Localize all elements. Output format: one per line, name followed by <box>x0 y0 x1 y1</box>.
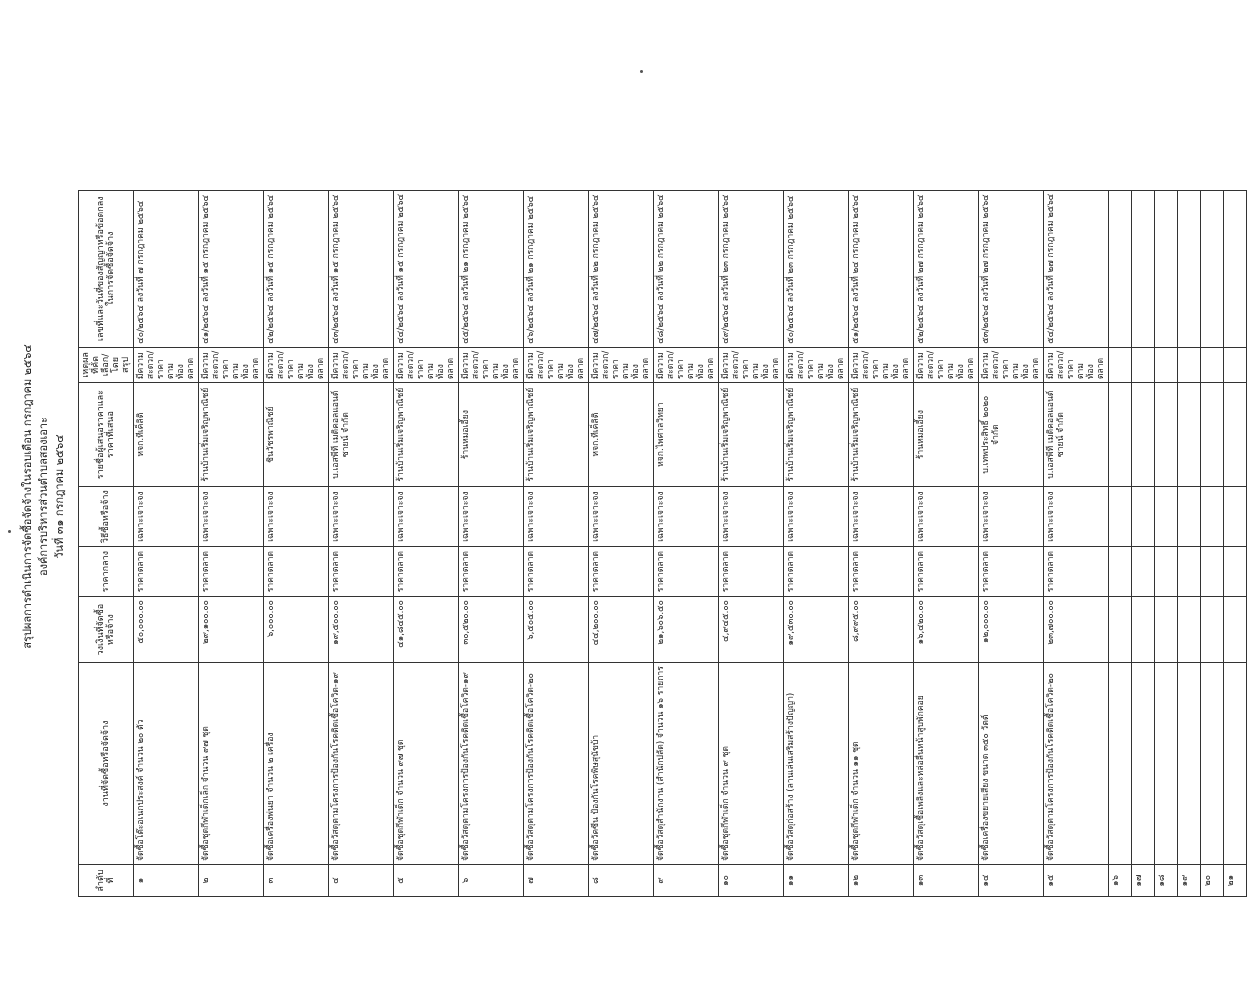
empty-cell <box>1224 383 1247 487</box>
empty-cell <box>1132 597 1155 663</box>
row-budget: ๓๐,๕๒๐.๐๐ <box>459 597 524 663</box>
row-contract: ๔๘/๒๕๖๔ ลงวันที่ ๒๒ กรกฎาคม ๒๕๖๔ <box>654 190 719 347</box>
row-bidders: ร้านหมอเอี้ยง <box>459 383 524 487</box>
row-median-price: ราคาตลาด <box>329 547 394 597</box>
row-contract: ๔๙/๒๕๖๔ ลงวันที่ ๒๓ กรกฎาคม ๒๕๖๔ <box>719 190 784 347</box>
empty-cell <box>1155 547 1178 597</box>
row-contract: ๕๔/๒๕๖๔ ลงวันที่ ๒๗ กรกฎาคม ๒๕๖๔ <box>1044 190 1109 347</box>
row-method: เฉพาะเจาะจง <box>329 487 394 547</box>
row-bidders: ร้านหมอเอี้ยง <box>914 383 979 487</box>
row-item: จัดซื้อวัสดุตามโครงการป้องกันโรคติดเชื้อโควิด-๑๙ <box>459 663 524 865</box>
empty-cell <box>1132 383 1155 487</box>
row-number: ๑๐ <box>719 865 784 897</box>
empty-cell <box>1155 487 1178 547</box>
header-contract: เลขที่และวันที่ของสัญญาหรือข้อตกลงในการจัดซื้อจัดจ้าง <box>79 190 134 347</box>
empty-cell <box>1155 663 1178 865</box>
empty-cell <box>1201 547 1224 597</box>
row-median-price: ราคาตลาด <box>784 547 849 597</box>
row-reason: มีความสะดวก/ราคาตามท้องตลาด <box>524 347 589 382</box>
row-reason: มีความสะดวก/ราคาตามท้องตลาด <box>134 347 199 382</box>
row-method: เฉพาะเจาะจง <box>459 487 524 547</box>
row-reason: มีความสะดวก/ราคาตามท้องตลาด <box>199 347 264 382</box>
row-reason: มีความสะดวก/ราคาตามท้องตลาด <box>264 347 329 382</box>
row-reason: มีความสะดวก/ราคาตามท้องตลาด <box>1044 347 1109 382</box>
header-method: วิธีซื้อหรือจ้าง <box>79 487 134 547</box>
row-item: จัดซื้อชุดกีฬาเด็กเล็ก จำนวน ๙๗ ชุด <box>199 663 264 865</box>
row-item: จัดซื้อชุดกีฬาเด็ก จำนวน ๙ ชุด <box>719 663 784 865</box>
empty-cell <box>1178 383 1201 487</box>
row-number: ๑ <box>134 865 199 897</box>
table-row <box>979 40 1044 896</box>
row-reason: มีความสะดวก/ราคาตามท้องตลาด <box>654 347 719 382</box>
row-reason: มีความสะดวก/ราคาตามท้องตลาด <box>329 347 394 382</box>
row-bidders: หจก.ไพศาลวิทยา <box>654 383 719 487</box>
row-median-price: ราคาตลาด <box>914 547 979 597</box>
empty-cell <box>1109 663 1132 865</box>
row-budget: ๔,๙๔๕.๐๐ <box>719 597 784 663</box>
empty-cell <box>1178 547 1201 597</box>
scan-speck <box>8 530 11 533</box>
row-contract: ๕๒/๒๕๖๔ ลงวันที่ ๒๗ กรกฎาคม ๒๕๖๔ <box>914 190 979 347</box>
row-budget: ๔๑,๘๔๕.๐๐ <box>394 597 459 663</box>
empty-cell <box>1224 190 1247 347</box>
row-item: จัดซื้อวัสดุก่อสร้าง (ลานเล่นเสริมสร้างปัญญา) <box>784 663 849 865</box>
header-budget: วงเงินที่จัดซื้อหรือจ้าง <box>79 597 134 663</box>
row-method: เฉพาะเจาะจง <box>589 487 654 547</box>
row-number: ๓ <box>264 865 329 897</box>
row-item: จัดซื้อโต๊ะอเนกประสงค์ จำนวน ๒๐ ตัว <box>134 663 199 865</box>
row-median-price: ราคาตลาด <box>719 547 784 597</box>
row-number: ๑๔ <box>979 865 1044 897</box>
row-contract: ๔๗/๒๕๖๔ ลงวันที่ ๒๒ กรกฎาคม ๒๕๖๔ <box>589 190 654 347</box>
row-median-price: ราคาตลาด <box>979 547 1044 597</box>
row-contract: ๔๕/๒๕๖๔ ลงวันที่ ๒๑ กรกฎาคม ๒๕๖๔ <box>459 190 524 347</box>
row-number: ๑๒ <box>849 865 914 897</box>
row-reason: มีความสะดวก/ราคาตามท้องตลาด <box>914 347 979 382</box>
row-budget: ๑๙,๕๓๐.๐๐ <box>784 597 849 663</box>
header-no: ลำดับที่ <box>79 865 134 897</box>
document-date: วันที่ ๓๑ กรกฎาคม ๒๕๖๔ <box>53 434 66 559</box>
table-body <box>134 40 1247 896</box>
empty-cell <box>1201 487 1224 547</box>
empty-cell <box>1132 347 1155 382</box>
row-budget: ๑๙,๕๐๐.๐๐ <box>329 597 394 663</box>
row-number: ๘ <box>589 865 654 897</box>
header-item: งานที่จัดซื้อหรือจัดจ้าง <box>79 663 134 865</box>
empty-cell <box>1155 383 1178 487</box>
table-row <box>524 40 589 896</box>
row-median-price: ราคาตลาด <box>264 547 329 597</box>
row-number: ๒๑ <box>1224 865 1247 897</box>
table-row-empty <box>1155 40 1178 896</box>
row-budget: ๔๔,๒๐๐.๐๐ <box>589 597 654 663</box>
table-row <box>1044 40 1109 896</box>
empty-cell <box>1132 663 1155 865</box>
row-reason: มีความสะดวก/ราคาตามท้องตลาด <box>849 347 914 382</box>
row-item: จัดซื้อเครื่องขยายเสียง ขนาด ๓๕๐ วัตต์ <box>979 663 1044 865</box>
table-row <box>719 40 784 896</box>
row-bidders: ชินวัชรพาณิชย์ <box>264 383 329 487</box>
row-median-price: ราคาตลาด <box>524 547 589 597</box>
row-bidders: บ.เอสพีที เมดิคอลแอนด์ซายน์ จำกัด <box>329 383 394 487</box>
empty-cell <box>1224 597 1247 663</box>
row-contract: ๔๒/๒๕๖๔ ลงวันที่ ๑๕ กรกฎาคม ๒๕๖๔ <box>264 190 329 347</box>
row-contract: ๕๑/๒๕๖๔ ลงวันที่ ๒๔ กรกฎาคม ๒๕๖๔ <box>849 190 914 347</box>
empty-cell <box>1109 547 1132 597</box>
row-item: จัดซื้อวัสดุตามโครงการป้องกันโรคติดเชื้อโควิด-๒๐ <box>524 663 589 865</box>
row-median-price: ราคาตลาด <box>589 547 654 597</box>
header-median-price: ราคากลาง <box>79 547 134 597</box>
row-item: จัดซื้อวัสดุสำนักงาน (สำนักปลัด) จำนวน ๑๖ รายการ <box>654 663 719 865</box>
row-number: ๑๖ <box>1109 865 1132 897</box>
row-contract: ๕๐/๒๕๖๔ ลงวันที่ ๒๓ กรกฎาคม ๒๕๖๔ <box>784 190 849 347</box>
row-item: จัดซื้อวัสดุตามโครงการป้องกันโรคติดเชื้อโควิด-๒๐ <box>1044 663 1109 865</box>
empty-cell <box>1109 347 1132 382</box>
empty-cell <box>1224 547 1247 597</box>
row-bidders: หจก.ทีเค็ลิติ <box>589 383 654 487</box>
row-item: จัดซื้อชุดกีฬาเด็ก จำนวน ๑๑ ชุด <box>849 663 914 865</box>
row-contract: ๕๓/๒๕๖๔ ลงวันที่ ๒๗ กรกฎาคม ๒๕๖๔ <box>979 190 1044 347</box>
empty-cell <box>1178 190 1201 347</box>
row-budget: ๒๙,๑๐๐.๐๐ <box>199 597 264 663</box>
row-item: จัดซื้อวัสดุตามโครงการป้องกันโรคติดเชื้อโควิด-๑๙ <box>329 663 394 865</box>
empty-cell <box>1201 347 1224 382</box>
row-method: เฉพาะเจาะจง <box>394 487 459 547</box>
table-row <box>784 40 849 896</box>
empty-cell <box>1178 597 1201 663</box>
row-budget: ๑๒,๐๐๐.๐๐ <box>979 597 1044 663</box>
row-median-price: ราคาตลาด <box>654 547 719 597</box>
row-method: เฉพาะเจาะจง <box>849 487 914 547</box>
table-row <box>849 40 914 896</box>
row-reason: มีความสะดวก/ราคาตามท้องตลาด <box>979 347 1044 382</box>
table-row <box>329 40 394 896</box>
row-bidders: ร้านบ้านเริ่มเจริญพาณิชย์ <box>394 383 459 487</box>
empty-cell <box>1201 383 1224 487</box>
row-reason: มีความสะดวก/ราคาตามท้องตลาด <box>719 347 784 382</box>
row-contract: ๔๐/๒๕๖๔ ลงวันที่ ๗ กรกฎาคม ๒๕๖๔ <box>134 190 199 347</box>
row-number: ๑๙ <box>1178 865 1201 897</box>
empty-cell <box>1132 487 1155 547</box>
row-bidders: ร้านบ้านเริ่มเจริญพาณิชย์ <box>784 383 849 487</box>
scan-speck <box>640 70 643 73</box>
table-row <box>134 40 199 896</box>
row-item: จัดซื้อวัสดุเชื้อเพลิงและหล่อลื่นหน้าสูบพักคอย <box>914 663 979 865</box>
row-median-price: ราคาตลาด <box>849 547 914 597</box>
empty-cell <box>1224 487 1247 547</box>
table-row <box>589 40 654 896</box>
row-method: เฉพาะเจาะจง <box>914 487 979 547</box>
row-contract: ๔๓/๒๕๖๔ ลงวันที่ ๑๕ กรกฎาคม ๒๕๖๔ <box>329 190 394 347</box>
row-number: ๕ <box>394 865 459 897</box>
row-method: เฉพาะเจาะจง <box>979 487 1044 547</box>
row-median-price: ราคาตลาด <box>394 547 459 597</box>
procurement-table <box>78 40 1247 897</box>
row-median-price: ราคาตลาด <box>134 547 199 597</box>
row-number: ๑๘ <box>1155 865 1178 897</box>
row-bidders: ร้านบ้านเริ่มเจริญพาณิชย์ <box>199 383 264 487</box>
row-contract: ๔๖/๒๕๖๔ ลงวันที่ ๒๑ กรกฎาคม ๒๕๖๔ <box>524 190 589 347</box>
row-method: เฉพาะเจาะจง <box>134 487 199 547</box>
table-header-row <box>79 40 134 896</box>
empty-cell <box>1178 663 1201 865</box>
row-method: เฉพาะเจาะจง <box>1044 487 1109 547</box>
row-bidders: ร้านบ้านเริ่มเจริญพาณิชย์ <box>524 383 589 487</box>
table-row-empty <box>1132 40 1155 896</box>
header-bidders: รายชื่อผู้เสนอราคาและราคาที่เสนอ <box>79 383 134 487</box>
row-budget: ๒๑,๖๐๖.๕๐ <box>654 597 719 663</box>
row-method: เฉพาะเจาะจง <box>719 487 784 547</box>
row-method: เฉพาะเจาะจง <box>264 487 329 547</box>
row-bidders: บ.เทพประสิทธิ์ ๒๐๒๐ จำกัด <box>979 383 1044 487</box>
table-row-empty <box>1109 40 1132 896</box>
row-bidders: บ.เอสพีที เมดิคอลแอนด์ซายน์ จำกัด <box>1044 383 1109 487</box>
row-number: ๔ <box>329 865 394 897</box>
table-row <box>199 40 264 896</box>
row-bidders: ร้านบ้านเริ่มเจริญพาณิชย์ <box>849 383 914 487</box>
row-contract: ๔๔/๒๕๖๔ ลงวันที่ ๑๕ กรกฎาคม ๒๕๖๔ <box>394 190 459 347</box>
row-item: จัดซื้อวัคซีน ป้องกันโรคพิษสุนัขบ้า <box>589 663 654 865</box>
row-budget: ๒๓,๗๐๐.๐๐ <box>1044 597 1109 663</box>
row-reason: มีความสะดวก/ราคาตามท้องตลาด <box>589 347 654 382</box>
table-row <box>394 40 459 896</box>
document-title: สรุปผลการดำเนินการจัดซื้อจัดจ้างในรอบเดือน กรกฎาคม ๒๕๖๔ <box>21 344 34 649</box>
row-median-price: ราคาตลาด <box>199 547 264 597</box>
row-budget: ๖,๐๐๐.๐๐ <box>264 597 329 663</box>
table-row-empty <box>1201 40 1224 896</box>
row-method: เฉพาะเจาะจง <box>199 487 264 547</box>
row-number: ๗ <box>524 865 589 897</box>
table-row <box>459 40 524 896</box>
row-median-price: ราคาตลาด <box>459 547 524 597</box>
row-bidders: หจก.ทีเค็ลิติ <box>134 383 199 487</box>
row-reason: มีความสะดวก/ราคาตามท้องตลาด <box>394 347 459 382</box>
row-number: ๒๐ <box>1201 865 1224 897</box>
row-budget: ๑๖,๔๒๐.๐๐ <box>914 597 979 663</box>
empty-cell <box>1224 663 1247 865</box>
row-number: ๒ <box>199 865 264 897</box>
table-row <box>654 40 719 896</box>
row-number: ๙ <box>654 865 719 897</box>
row-number: ๖ <box>459 865 524 897</box>
empty-cell <box>1155 190 1178 347</box>
empty-cell <box>1201 190 1224 347</box>
empty-cell <box>1109 190 1132 347</box>
table-row-empty <box>1178 40 1201 896</box>
table-row <box>264 40 329 896</box>
row-reason: มีความสะดวก/ราคาตามท้องตลาด <box>459 347 524 382</box>
row-bidders: ร้านบ้านเริ่มเจริญพาณิชย์ <box>719 383 784 487</box>
header-reason: เหตุผลที่คัดเลือก/โดยสรุป <box>79 347 134 382</box>
empty-cell <box>1201 663 1224 865</box>
row-number: ๑๑ <box>784 865 849 897</box>
organization-name: องค์การบริหารส่วนตำบลสองเอาะ <box>37 417 50 576</box>
row-method: เฉพาะเจาะจง <box>524 487 589 547</box>
empty-cell <box>1155 597 1178 663</box>
empty-cell <box>1178 347 1201 382</box>
row-median-price: ราคาตลาด <box>1044 547 1109 597</box>
empty-cell <box>1155 347 1178 382</box>
empty-cell <box>1109 383 1132 487</box>
row-method: เฉพาะเจาะจง <box>784 487 849 547</box>
row-budget: ๖,๕๐๕.๐๐ <box>524 597 589 663</box>
row-contract: ๔๑/๒๕๖๔ ลงวันที่ ๑๕ กรกฎาคม ๒๕๖๔ <box>199 190 264 347</box>
empty-cell <box>1178 487 1201 547</box>
row-number: ๑๕ <box>1044 865 1109 897</box>
empty-cell <box>1132 190 1155 347</box>
empty-cell <box>1224 347 1247 382</box>
empty-cell <box>1109 597 1132 663</box>
row-reason: มีความสะดวก/ราคาตามท้องตลาด <box>784 347 849 382</box>
row-budget: ๕๐,๐๐๐.๐๐ <box>134 597 199 663</box>
row-item: จัดซื้อชุดกีฬาเด็ก จำนวน ๙๗ ชุด <box>394 663 459 865</box>
row-number: ๑๗ <box>1132 865 1155 897</box>
row-method: เฉพาะเจาะจง <box>654 487 719 547</box>
table-row-empty <box>1224 40 1247 896</box>
table-row <box>914 40 979 896</box>
row-item: จัดซื้อเครื่องพ่นยา จำนวน ๒ เครื่อง <box>264 663 329 865</box>
empty-cell <box>1109 487 1132 547</box>
empty-cell <box>1201 597 1224 663</box>
row-budget: ๘,๙๙๕.๐๐ <box>849 597 914 663</box>
row-number: ๑๓ <box>914 865 979 897</box>
empty-cell <box>1132 547 1155 597</box>
